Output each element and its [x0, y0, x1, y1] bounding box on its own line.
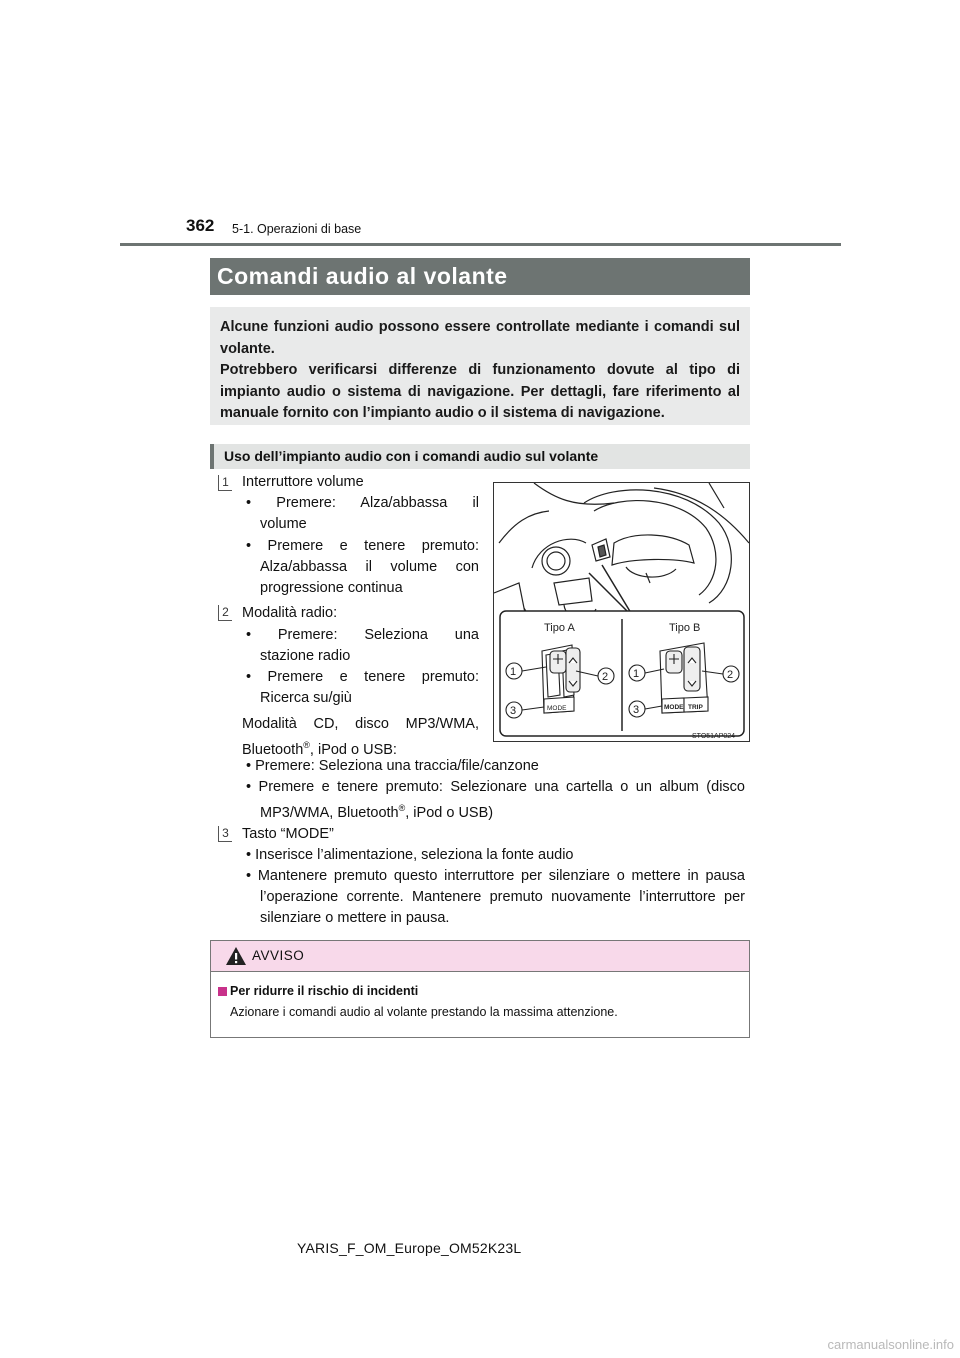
subheading: Uso dell’impianto audio con i comandi audio sul volante — [210, 444, 750, 469]
footer-code: YARIS_F_OM_Europe_OM52K23L — [297, 1240, 522, 1256]
item-2-bullet-2-cont: Ricerca su/giù — [260, 690, 352, 706]
item-2-bullet-1: • Premere: Seleziona una — [246, 627, 479, 643]
intro-paragraph-1: Alcune funzioni audio possono essere controllate mediante i comandi sul volante. — [220, 319, 740, 357]
warning-header — [211, 941, 749, 972]
cd-bullet-2: • Premere e tenere premuto: Selezionare una cartella o un album (disco — [246, 779, 745, 795]
steering-wheel-figure — [493, 482, 750, 742]
item-number-1: 1 — [218, 475, 232, 491]
warning-heading: Per ridurre il rischio di incidenti — [230, 984, 419, 998]
warning-bullet-icon — [218, 987, 227, 996]
callout-b-1: 1 — [633, 668, 640, 680]
intro-box — [210, 307, 750, 425]
cd-bullet-2-cont: MP3/WMA, Bluetooth®, iPod o USB) — [260, 803, 494, 821]
item-number-3: 3 — [218, 826, 232, 842]
figure-code: STO51AP024 — [692, 733, 736, 740]
warning-box — [210, 940, 750, 1038]
item-3-bullet-2-cont-2: silenziare o mettere in pausa. — [260, 910, 450, 926]
item-3-bullet-2: • Mantenere premuto questo interruttore per silenziare o mettere in pausa — [246, 868, 745, 884]
warning-triangle-icon — [225, 946, 247, 966]
item-2-bullet-1-cont: stazione radio — [260, 648, 351, 664]
item-1-title: Interruttore volume — [242, 474, 364, 490]
item-2-bullet-2: • Premere e tenere premuto: — [246, 669, 479, 685]
cd-mode-line-2: Bluetooth®, iPod o USB: — [242, 740, 397, 758]
page-title: Comandi audio al volante — [210, 258, 750, 295]
callout-a-2: 2 — [602, 671, 609, 683]
item-3-bullet-1: • Inserisce l’alimentazione, seleziona la fonte audio — [246, 847, 574, 863]
callout-b-3: 3 — [633, 704, 640, 716]
callout-a-1: 1 — [510, 666, 517, 678]
mode-label-b: MODE — [664, 704, 684, 711]
item-1-bullet-2-cont: Alza/abbassa il volume con — [260, 559, 479, 575]
tipo-b-label: Tipo B — [669, 622, 701, 634]
warning-label: AVVISO — [252, 948, 305, 963]
mode-label-a: MODE — [547, 705, 567, 712]
item-3-title: Tasto “MODE” — [242, 826, 334, 842]
watermark: carmanualsonline.info — [827, 1337, 954, 1352]
warning-text: Azionare i comandi audio al volante prestando la massima attenzione. — [230, 1005, 618, 1019]
item-1-bullet-2-cont-2: progressione continua — [260, 580, 403, 596]
callout-a-3: 3 — [510, 705, 517, 717]
item-1-bullet-1: • Premere: Alza/abbassa il — [246, 495, 479, 511]
steering-wheel-illustration — [494, 483, 749, 741]
item-1-bullet-1-cont: volume — [260, 516, 307, 532]
item-number-2: 2 — [218, 605, 232, 621]
item-3-bullet-2-cont: l’operazione corrente. Mantenere premuto nuovamente l’interruttore per — [260, 889, 745, 905]
trip-label-b: TRIP — [688, 704, 703, 711]
page-number: 362 — [186, 216, 215, 235]
section-label: 5-1. Operazioni di base — [232, 222, 362, 236]
header-rule — [120, 243, 841, 246]
callout-b-2: 2 — [727, 669, 734, 681]
cd-mode-line-1: Modalità CD, disco MP3/WMA, — [242, 716, 479, 732]
cd-bullet-1: • Premere: Seleziona una traccia/file/canzone — [246, 758, 539, 774]
item-2-title: Modalità radio: — [242, 605, 338, 621]
tipo-a-label: Tipo A — [544, 622, 575, 634]
item-1-bullet-2: • Premere e tenere premuto: — [246, 538, 479, 554]
intro-paragraph-2: Potrebbero verificarsi differenze di funzionamento dovute al tipo di impianto audio o sistema di navigazione. Per dettagli, fare riferimento al manuale fornito con l’impianto audio o il sistema di navigazione. — [220, 362, 740, 421]
